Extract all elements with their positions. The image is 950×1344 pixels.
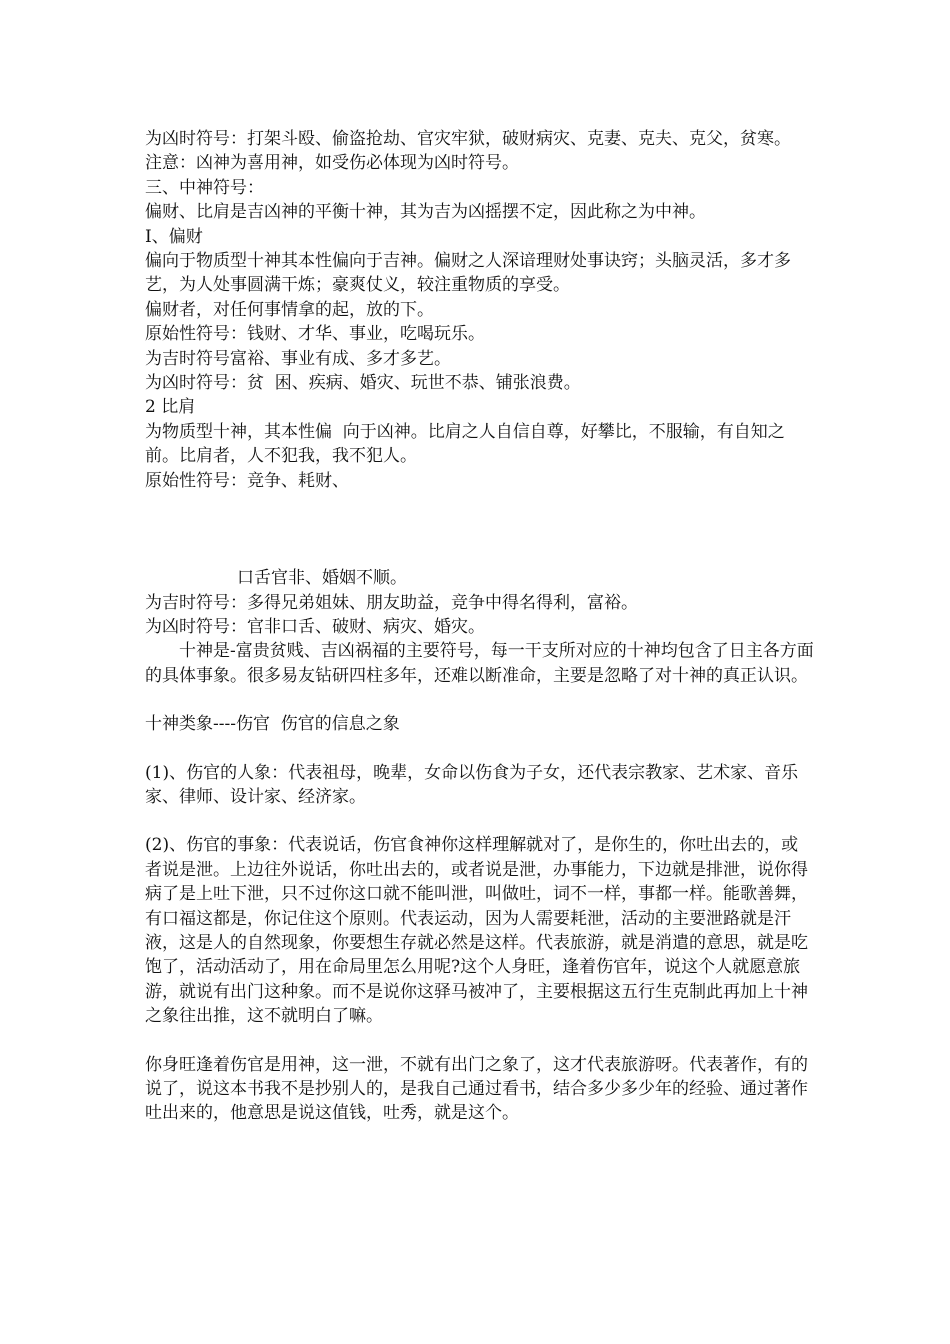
subsection-heading: 2 比肩: [145, 397, 196, 418]
text-line: 偏向于物质型十神其本性偏向于吉神。偏财之人深谙理财处事诀窍；头脑灵活，多才多艺，为人处事圆满干炼；豪爽仗义，较注重物质的享受。: [145, 251, 791, 296]
text-line: 口舌官非、婚姻不顺。: [237, 568, 407, 589]
blank-space: [145, 493, 815, 566]
text-line: 为凶时符号：打架斗殴、偷盗抢劫、官灾牢狱，破财病灾、克妻、克夫、克父，贫寒。: [145, 129, 791, 149]
blank-space: [145, 1029, 815, 1053]
blank-space: [145, 737, 815, 761]
text-line: 原始性符号：竞争、耗财、: [145, 470, 349, 491]
text-line: 偏财、比肩是吉凶神的平衡十神，其为吉为凶摇摆不定，因此称之为中神。: [145, 202, 706, 223]
text-line: 为凶时符号：官非口舌、破财、病灾、婚灾。: [145, 616, 485, 637]
paragraph: (2)、伤官的事象：代表说话，伤官食神你这样理解就对了，是你生的，你吐出去的，或者说是泄。上边往外说话，你吐出去的，或者说是泄，办事能力，下边就是排泄，说你得病了是上吐下泄，只不过你这口就不能叫泄，叫做吐，词不一样，事都一样。能歌善舞，有口福这都是，你记住这个原则。代表运动，因为人需要耗泄，活动的主要泄路就是汗液，这是人的自然现象，你要想生存就必然是这样。代表旅游，就是消遣的意思，就是吃饱了，活动活动了，用在命局里怎么用呢?这个人身旺，逢着伤官年，说这个人就愿意旅游，就说有出门这种象。而不是说你这驿马被冲了，主要根据这五行生克制此再加上十神之象往出推，这不就明白了嘛。: [145, 835, 808, 1027]
summary-paragraph: 十神是-富贵贫贱、吉凶祸福的主要符号，每一干支所对应的十神均包含了日主各方面的具体事象。很多易友钻研四柱多年，还难以断准命，主要是忽略了对十神的真正认识。: [145, 641, 814, 686]
text-line: 为物质型十神，其本性偏 向于凶神。比肩之人自信自尊，好攀比，不服输，有自知之前。比肩者，人不犯我，我不犯人。: [145, 421, 785, 467]
blank-space: [145, 809, 815, 833]
blank-space: [145, 688, 815, 712]
paragraph: 你身旺逢着伤官是用神，这一泄，不就有出门之象了，这才代表旅游呀。代表著作，有的说了，说这本书我不是抄别人的，是我自己通过看书，结合多少多少年的经验、通过著作吐出来的，他意思是说这值钱，吐秀，就是这个。: [145, 1054, 808, 1124]
text-line: 为吉时符号：多得兄弟姐妹、朋友助益，竞争中得名得利，富裕。: [145, 592, 638, 613]
section-heading: 三、中神符号：: [145, 177, 264, 198]
text-line: 偏财者，对任何事情拿的起，放的下。: [145, 299, 434, 320]
text-line: 注意：凶神为喜用神，如受伤必体现为凶时符号。: [145, 153, 519, 174]
paragraph: (1)、伤官的人象：代表祖母，晚辈，女命以伤食为子女，还代表宗教家、艺术家、音乐家、律师、设计家、经济家。: [145, 762, 799, 807]
text-line: 为吉时符号富裕、事业有成、多才多艺。: [145, 348, 451, 369]
text-line: 原始性符号：钱财、才华、事业，吃喝玩乐。: [145, 324, 485, 345]
section-heading: 十神类象----伤官 伤官的信息之象: [145, 714, 400, 735]
subsection-heading: I、偏财: [145, 226, 203, 247]
text-line: 为凶时符号：贫 困、疾病、婚灾、玩世不恭、铺张浪费。: [145, 373, 581, 394]
document-page: [145, 127, 815, 1126]
